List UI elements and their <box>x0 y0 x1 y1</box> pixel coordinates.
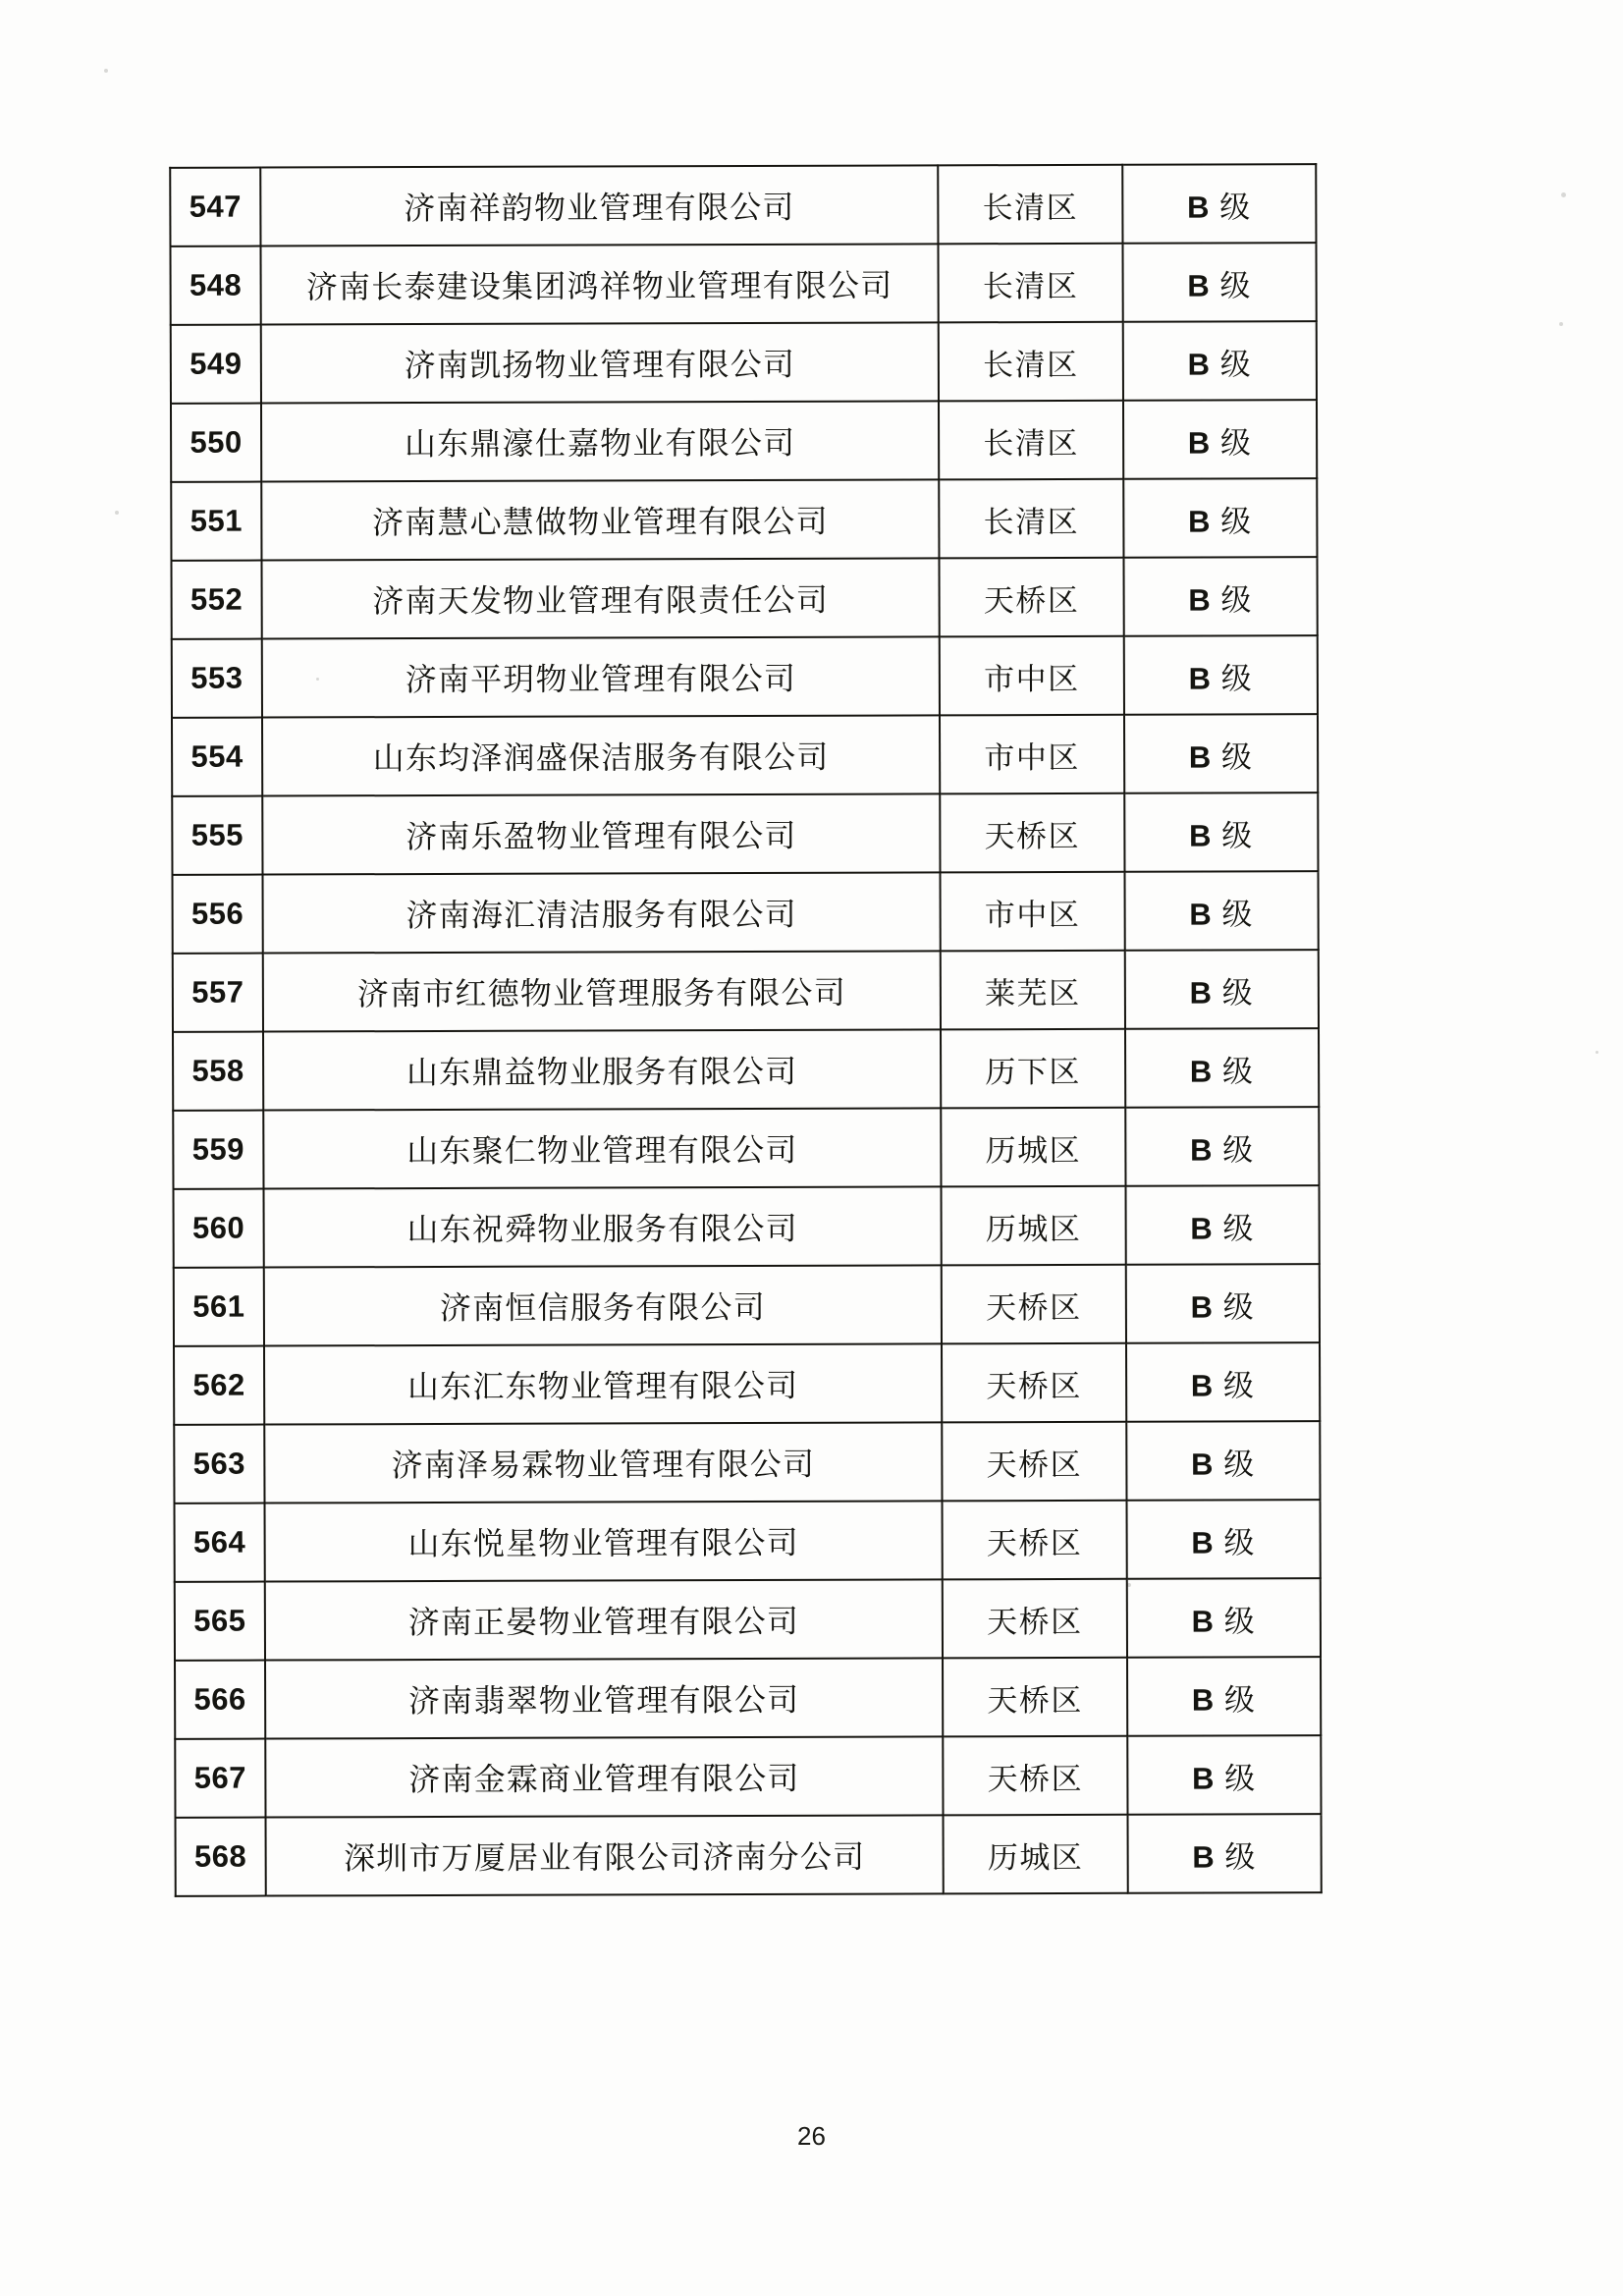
cell-company-name: 山东汇东物业管理有限公司 <box>264 1343 942 1424</box>
grade-letter: B <box>1188 739 1213 775</box>
cell-grade <box>1125 1107 1319 1186</box>
cell-district: 天桥区 <box>942 1265 1126 1344</box>
table-row <box>174 1342 1320 1425</box>
grade-suffix: 级 <box>1221 1053 1255 1088</box>
cell-grade <box>1127 1500 1321 1579</box>
grade-letter: B <box>1192 1761 1217 1796</box>
grade-suffix: 级 <box>1221 974 1255 1010</box>
grade-suffix: 级 <box>1222 1288 1256 1324</box>
scan-speck <box>104 69 108 73</box>
grade-letter: B <box>1187 347 1212 382</box>
grade-letter: B <box>1186 190 1211 225</box>
table-row <box>174 1264 1320 1346</box>
grade-suffix: 级 <box>1222 1131 1255 1167</box>
table-row <box>175 1735 1321 1818</box>
grade-suffix: 级 <box>1220 660 1254 695</box>
cell-index: 558 <box>173 1032 263 1111</box>
cell-index: 556 <box>173 875 263 954</box>
cell-grade <box>1123 478 1317 558</box>
cell-grade <box>1127 1657 1321 1736</box>
cell-company-name: 济南慧心慧做物业管理有限公司 <box>261 479 939 560</box>
grade-letter: B <box>1191 1604 1216 1639</box>
cell-index: 550 <box>171 404 261 482</box>
cell-company-name: 济南正晏物业管理有限公司 <box>265 1579 943 1660</box>
cell-company-name: 济南平玥物业管理有限公司 <box>262 636 940 717</box>
cell-index: 563 <box>174 1425 264 1503</box>
cell-district: 长清区 <box>939 479 1123 559</box>
table-row <box>173 1028 1319 1111</box>
cell-district: 莱芜区 <box>941 951 1125 1030</box>
cell-company-name: 济南乐盈物业管理有限公司 <box>262 793 940 874</box>
cell-district: 历城区 <box>944 1815 1128 1894</box>
cell-company-name: 济南恒信服务有限公司 <box>264 1265 942 1345</box>
cell-company-name: 山东鼎濠仕嘉物业有限公司 <box>261 401 939 481</box>
grade-suffix: 级 <box>1223 1524 1257 1559</box>
table-row <box>174 1421 1320 1503</box>
cell-grade <box>1124 714 1318 793</box>
cell-district: 天桥区 <box>943 1658 1127 1737</box>
grade-letter: B <box>1189 897 1214 932</box>
company-registry-table <box>169 163 1323 1897</box>
cell-grade <box>1124 793 1318 872</box>
grade-suffix: 级 <box>1220 581 1253 617</box>
grade-suffix: 级 <box>1224 1760 1257 1795</box>
grade-letter: B <box>1192 1839 1217 1875</box>
cell-district: 天桥区 <box>943 1579 1127 1659</box>
scan-speck <box>115 511 119 515</box>
table-row <box>172 635 1318 718</box>
table-row <box>172 793 1318 875</box>
cell-grade <box>1127 1578 1321 1658</box>
cell-district: 历下区 <box>941 1029 1125 1109</box>
cell-district: 市中区 <box>940 636 1124 716</box>
cell-grade <box>1123 400 1317 479</box>
table-row <box>173 950 1319 1032</box>
cell-company-name: 济南市红德物业管理服务有限公司 <box>263 951 941 1031</box>
cell-company-name: 济南祥韵物业管理有限公司 <box>260 165 938 246</box>
grade-suffix: 级 <box>1222 1210 1256 1245</box>
table-row <box>171 321 1317 404</box>
cell-company-name: 山东均泽润盛保洁服务有限公司 <box>262 715 940 795</box>
grade-suffix: 级 <box>1219 189 1252 224</box>
table-row <box>171 478 1317 561</box>
cell-index: 568 <box>176 1818 266 1896</box>
grade-letter: B <box>1190 1289 1215 1325</box>
cell-district: 天桥区 <box>943 1736 1127 1816</box>
cell-index: 547 <box>170 168 260 246</box>
cell-district: 长清区 <box>938 244 1122 323</box>
scan-speck <box>1559 322 1563 326</box>
cell-index: 561 <box>174 1268 264 1346</box>
cell-district: 天桥区 <box>942 1343 1126 1423</box>
cell-grade <box>1125 950 1319 1029</box>
grade-suffix: 级 <box>1223 1446 1256 1481</box>
cell-index: 562 <box>174 1346 264 1425</box>
cell-index: 553 <box>172 639 262 718</box>
grade-letter: B <box>1188 661 1213 696</box>
cell-index: 566 <box>175 1661 265 1739</box>
cell-grade <box>1126 1342 1320 1422</box>
cell-company-name: 济南海汇清洁服务有限公司 <box>262 872 940 953</box>
cell-index: 564 <box>175 1503 265 1582</box>
table-row <box>175 1657 1321 1739</box>
cell-index: 555 <box>172 796 262 875</box>
cell-district: 长清区 <box>939 322 1123 402</box>
grade-suffix: 级 <box>1221 817 1254 852</box>
cell-index: 554 <box>172 718 262 796</box>
cell-grade <box>1123 321 1317 401</box>
cell-district: 市中区 <box>940 872 1124 952</box>
grade-letter: B <box>1188 582 1213 618</box>
cell-company-name: 济南泽易霖物业管理有限公司 <box>264 1422 942 1503</box>
grade-letter: B <box>1190 1368 1215 1403</box>
table-row <box>173 1107 1319 1189</box>
cell-district: 长清区 <box>939 401 1123 480</box>
grade-suffix: 级 <box>1220 738 1254 774</box>
cell-company-name: 山东聚仁物业管理有限公司 <box>263 1108 941 1188</box>
cell-district: 市中区 <box>940 715 1124 794</box>
cell-grade <box>1126 1421 1320 1501</box>
page-number: 26 <box>797 2121 826 2151</box>
cell-district: 历城区 <box>942 1186 1126 1266</box>
cell-district: 天桥区 <box>939 558 1123 637</box>
cell-index: 559 <box>173 1111 263 1189</box>
grade-suffix: 级 <box>1219 346 1253 381</box>
cell-district: 天桥区 <box>943 1501 1127 1580</box>
cell-grade <box>1126 1185 1320 1265</box>
cell-company-name: 深圳市万厦居业有限公司济南分公司 <box>266 1815 944 1895</box>
cell-index: 565 <box>175 1582 265 1661</box>
grade-letter: B <box>1187 504 1212 539</box>
table-row <box>171 400 1317 482</box>
scan-speck <box>1596 1051 1598 1054</box>
cell-company-name: 山东鼎益物业服务有限公司 <box>263 1029 941 1110</box>
table-row <box>172 714 1318 796</box>
cell-company-name: 济南凯扬物业管理有限公司 <box>261 322 939 403</box>
grade-letter: B <box>1189 1054 1214 1089</box>
grade-letter: B <box>1189 975 1214 1011</box>
cell-company-name: 济南长泰建设集团鸿祥物业管理有限公司 <box>260 244 938 324</box>
scan-speck <box>1561 192 1566 197</box>
cell-company-name: 山东祝舜物业服务有限公司 <box>264 1186 942 1267</box>
table-row <box>174 1185 1320 1268</box>
table-row <box>175 1500 1321 1582</box>
company-registry-table-wrapper <box>172 165 1318 1895</box>
grade-suffix: 级 <box>1223 1681 1257 1717</box>
cell-index: 551 <box>171 482 261 561</box>
cell-grade <box>1122 164 1316 244</box>
cell-district: 长清区 <box>938 165 1122 245</box>
cell-district: 天桥区 <box>940 793 1124 873</box>
cell-grade <box>1128 1814 1322 1893</box>
grade-letter: B <box>1191 1525 1216 1560</box>
cell-grade <box>1124 635 1318 715</box>
cell-index: 557 <box>173 954 263 1032</box>
grade-suffix: 级 <box>1220 503 1253 538</box>
grade-letter: B <box>1188 818 1213 853</box>
table-row <box>171 557 1317 639</box>
table-row <box>175 1578 1321 1661</box>
cell-district: 历城区 <box>941 1108 1125 1187</box>
table-row <box>170 164 1316 246</box>
cell-index: 567 <box>175 1739 265 1818</box>
grade-suffix: 级 <box>1221 896 1254 931</box>
cell-grade <box>1122 243 1316 322</box>
cell-grade <box>1123 557 1317 636</box>
grade-suffix: 级 <box>1219 267 1252 302</box>
table-body <box>170 164 1322 1896</box>
table-row <box>173 871 1319 954</box>
grade-letter: B <box>1191 1447 1216 1482</box>
cell-company-name: 山东悦星物业管理有限公司 <box>265 1501 943 1581</box>
cell-index: 549 <box>171 325 261 404</box>
cell-grade <box>1126 1264 1320 1343</box>
grade-suffix: 级 <box>1224 1838 1258 1874</box>
grade-letter: B <box>1187 425 1212 461</box>
grade-suffix: 级 <box>1223 1603 1257 1638</box>
cell-company-name: 济南天发物业管理有限责任公司 <box>261 558 939 638</box>
grade-letter: B <box>1190 1132 1215 1168</box>
grade-letter: B <box>1187 268 1212 303</box>
cell-grade <box>1125 1028 1319 1108</box>
cell-index: 548 <box>170 246 260 325</box>
cell-company-name: 济南翡翠物业管理有限公司 <box>265 1658 943 1738</box>
cell-grade <box>1124 871 1318 951</box>
table-row <box>170 243 1316 325</box>
table-row <box>176 1814 1322 1896</box>
cell-district: 天桥区 <box>942 1422 1126 1502</box>
grade-letter: B <box>1191 1682 1216 1718</box>
grade-letter: B <box>1190 1211 1215 1246</box>
grade-suffix: 级 <box>1219 424 1253 460</box>
cell-company-name: 济南金霖商业管理有限公司 <box>265 1736 943 1817</box>
cell-index: 552 <box>171 561 261 639</box>
grade-suffix: 级 <box>1222 1367 1256 1402</box>
cell-grade <box>1127 1735 1321 1815</box>
cell-index: 560 <box>174 1189 264 1268</box>
